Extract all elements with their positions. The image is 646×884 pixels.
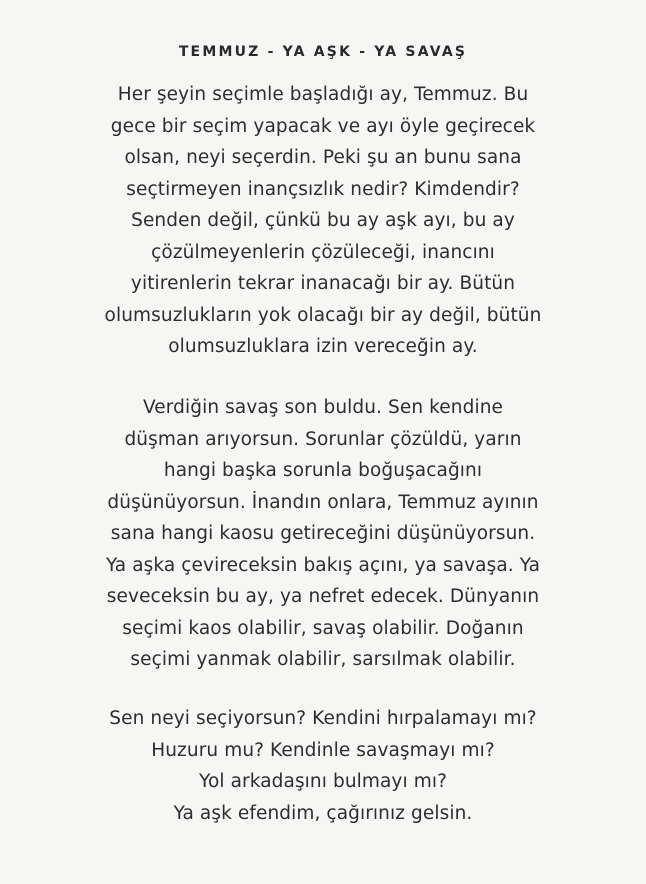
text-line: Yol arkadaşını bulmayı mı? [199,771,447,792]
paragraph-2 [0,392,646,676]
text-line: Sen neyi seçiyorsun? Kendini hırpalamayı mı? [109,708,537,729]
text-line: olsan, neyi seçerdin. Peki şu an bunu sana [124,147,522,168]
text-line: Huzuru mu? Kendinle savaşmayı mı? [151,739,495,761]
text-line: Ya aşk efendim, çağırınız gelsin. [173,802,473,824]
text-line: seveceksin bu ay, ya nefret edecek. Dünyanın [106,586,540,607]
text-line: olumsuzluklara izin vereceğin ay. [168,336,478,357]
text-line: gece bir seçim yapacak ve ayı öyle geçirecek [110,115,536,137]
text-line: seçimi kaos olabilir, savaş olabilir. Doğanın [122,617,524,639]
text-line: Senden değil, çünkü bu ay aşk ayı, bu ay [131,210,515,231]
text-line: düşman arıyorsun. Sorunlar çözüldü, yarın [124,428,522,450]
poem-title: TEMMUZ - YA AŞK - YA SAVAŞ [178,44,468,60]
paragraph-3 [0,703,646,829]
text-line: hangi başka sorunla boğuşacağını [163,460,483,481]
text-line: çözülmeyenlerin çözüleceği, inancını [151,241,495,263]
text-line: sana hangi kaosu getireceğini düşünüyorsun. [110,523,536,544]
text-line: Verdiğin savaş son buldu. Sen kendine [142,397,503,418]
text-line: düşünüyorsun. İnandın onlara, Temmuz ayının [107,491,539,513]
text-line: olumsuzlukların yok olacağı bir ay değil, bütün [104,304,542,326]
text-line: Ya aşka çevireceksin bakış açını, ya savaşa. Ya [105,554,541,576]
text-line: yitirenlerin tekrar inanacağı bir ay. Bütün [130,273,516,294]
text-line: Her şeyin seçimle başladığı ay, Temmuz. Bu [117,84,529,105]
text-line: seçimi yanmak olabilir, sarsılmak olabilir. [130,649,516,670]
text-line: seçtirmeyen inançsızlık nedir? Kimdendir? [126,178,520,200]
paragraph-1 [0,79,646,363]
